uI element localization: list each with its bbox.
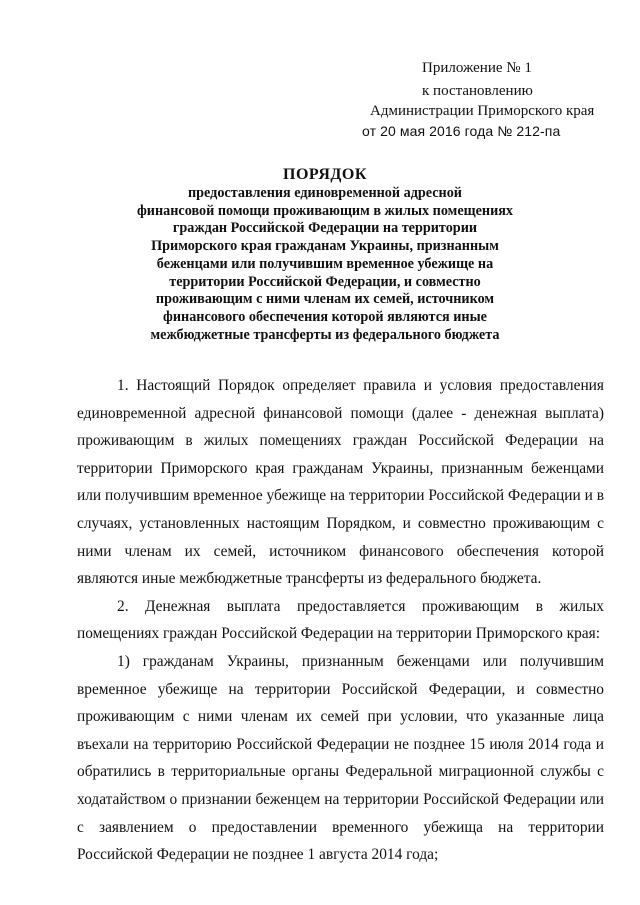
appendix-reference: к постановлению: [422, 83, 533, 99]
paragraph-1: 1. Настоящий Порядок определяет правила и условия предоставления единовременной адресной финансовой помощи (далее - денежная выплата) проживающим в жилых помещениях граждан Российской Федерации на территории Приморского края гражданам Украины, признанным беженцами или получившим временное убежище на территории Российской Федерации и в случаях, установленных настоящим Порядком, и совместно проживающим с ними членам их семей, источником финансового обеспечения которой являются иные межбюджетные трансферты из федерального бюджета.: [77, 377, 604, 588]
appendix-authority: Администрации Приморского края: [370, 103, 595, 119]
title-line: финансовой помощи проживающим в жилых помещениях: [136, 202, 514, 219]
title-line: межбюджетные трансферты из федерального бюджета: [150, 326, 500, 343]
paragraph-2-item-1: 1) гражданам Украины, признанным беженцами или получившим временное убежище на территории Российской Федерации, и совместно проживающим с ними членам их семей при условии, что указанные лица въехали на территорию Российской Федерации не позднее 15 июля 2014 года и обратились в территориальные органы Федеральной миграционной службы с ходатайством о признании беженцем на территории Российской Федерации или с заявлением о предоставлении временного убежища на территории Российской Федерации не позднее 1 августа 2014 года;: [77, 652, 604, 864]
appendix-header: [360, 58, 610, 141]
document-body: [77, 372, 604, 869]
title-line: территории Российской Федерации, и совместно: [169, 273, 481, 290]
title-subtitle: [90, 185, 560, 344]
title-line: финансового обеспечения которой являются иные: [163, 308, 487, 325]
title-line: предоставления единовременной адресной: [187, 185, 462, 201]
title-line: беженцами или получившим временное убежище на: [156, 255, 494, 272]
paragraph-2: 2. Денежная выплата предоставляется проживающим в жилых помещениях граждан Российской Федерации на территории Приморского края:: [77, 597, 604, 643]
title-line: проживающим с ними членам их семей, источником: [155, 291, 495, 308]
title-line: Приморского края гражданам Украины, признанным: [151, 238, 499, 255]
title-line: граждан Российской Федерации на территории: [172, 220, 478, 237]
title-main: ПОРЯДОК: [283, 166, 367, 183]
appendix-date: от 20 мая 2016 года № 212-па: [362, 123, 561, 139]
appendix-number: Приложение № 1: [422, 60, 532, 76]
document-title: [90, 165, 560, 344]
